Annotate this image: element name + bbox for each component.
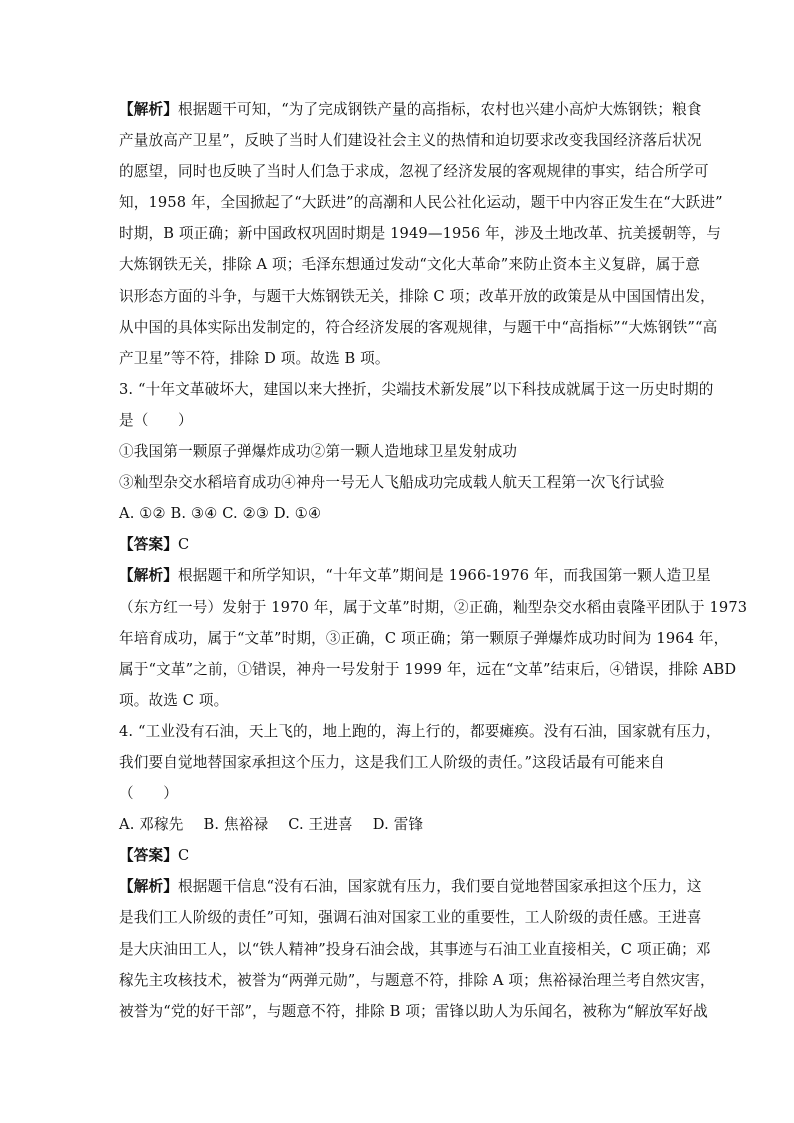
option-c: C. 王进喜 — [288, 816, 353, 834]
text-line: 时期，B 项正确；新中国政权巩固时期是 1949—1956 年，涉及土地改革、抗美援朝等，与 — [119, 225, 722, 243]
text-line: 根据题干可知，“为了完成钢铁产量的高指标，农村也兴建小高炉大炼钢铁；粮食 — [177, 101, 702, 118]
text-line: 项。故选 C 项。 — [119, 691, 229, 709]
text-line: 根据题干信息“没有石油，国家就有压力，我们要自觉地替国家承担这个压力，这 — [177, 878, 702, 896]
text-line: 的愿望，同时也反映了当时人们急于求成，忽视了经济发展的客观规律的事实，结合所学可 — [119, 163, 709, 181]
text-line: 产卫星”等不符，排除 D 项。故选 B 项。 — [119, 349, 390, 367]
question-4-stem: 我们要自觉地替国家承担这个压力，这是我们工人阶级的责任。”这段话最有可能来自 — [119, 753, 665, 771]
analysis-label: 【解析】 — [119, 567, 178, 585]
question-3-items: ③籼型杂交水稻培育成功④神舟一号无人飞船成功完成载人航天工程第一次飞行试验 — [119, 474, 665, 492]
document-body — [119, 94, 748, 1027]
answer-value: C — [177, 536, 190, 554]
text-line: 根据题干和所学知识，“十年文革”期间是 1966-1976 年，而我国第一颗人造卫星 — [177, 567, 711, 585]
text-line: 属于“文革”之前，①错误，神舟一号发射于 1999 年，远在“文革”结束后，④错误，排除 ABD — [119, 660, 737, 678]
analysis-label: 【解析】 — [119, 878, 178, 896]
text-line: 稼先主攻核技术，被誉为“两弹元勋”，与题意不符，排除 A 项；焦裕禄治理兰考自然灾害， — [119, 971, 715, 989]
question-4-stem-end: （ ） — [119, 785, 178, 803]
text-line: 是大庆油田工人，以“铁人精神”投身石油会战，其事迹与石油工业直接相关，C 项正确；邓 — [119, 940, 711, 958]
text-line: 识形态方面的斗争，与题干大炼钢铁无关，排除 C 项；改革开放的政策是从中国国情出发， — [119, 287, 715, 305]
question-3-options: A. ①② B. ③④ C. ②③ D. ①④ — [119, 505, 322, 523]
answer-label: 【答案】 — [119, 536, 178, 554]
text-line: 知，1958 年，全国掀起了“大跃进”的高潮和人民公社化运动，题干中内容正发生在“大跃进” — [119, 194, 723, 212]
analysis-label: 【解析】 — [119, 101, 178, 118]
answer-label: 【答案】 — [119, 847, 178, 865]
text-line: 从中国的具体实际出发制定的，符合经济发展的客观规律，与题干中“高指标”“大炼钢铁”“高 — [119, 318, 718, 336]
answer-value: C — [177, 847, 190, 865]
question-3-stem: 3. “十年文革破坏大，建国以来大挫折，尖端技术新发展”以下科技成就属于这一历史时期的 — [119, 380, 714, 398]
text-line: 被誉为“党的好干部”，与题意不符，排除 B 项；雷锋以助人为乐闻名，被称为“解放军好战 — [119, 1002, 708, 1020]
text-line: （东方红一号）发射于 1970 年，属于文革”时期，②正确，籼型杂交水稻由袁隆平团队于 1973 — [119, 598, 748, 616]
text-line: 大炼钢铁无关，排除 A 项；毛泽东想通过发动“文化大革命”来防止资本主义复辟，属于意 — [119, 256, 701, 274]
option-b: B. 焦裕禄 — [203, 816, 269, 834]
analysis-line — [119, 94, 702, 125]
answer-line — [119, 529, 677, 560]
question-4-stem: 4. “工业没有石油，天上飞的，地上跑的，海上行的，都要瘫痪。没有石油，国家就有压力， — [119, 722, 721, 740]
analysis-line — [119, 560, 711, 591]
answer-line — [119, 840, 677, 871]
text-line: 是我们工人阶级的责任”可知，强调石油对国家工业的重要性，工人阶级的责任感。王进喜 — [119, 909, 702, 927]
question-3-items: ①我国第一颗原子弹爆炸成功②第一颗人造地球卫星发射成功 — [119, 443, 518, 461]
text-line: 产量放高产卫星”，反映了当时人们建设社会主义的热情和迫切要求改变我国经济落后状况 — [119, 132, 702, 150]
question-3-stem-end: 是（ ） — [119, 411, 193, 429]
option-a: A. 邓稼先 — [119, 816, 184, 834]
option-d: D. 雷锋 — [372, 816, 424, 834]
text-line: 年培育成功，属于“文革”时期，③正确，C 项正确；第一颗原子弹爆炸成功时间为 1964 年， — [119, 629, 729, 647]
question-4-options — [119, 809, 677, 840]
analysis-line — [119, 871, 702, 902]
